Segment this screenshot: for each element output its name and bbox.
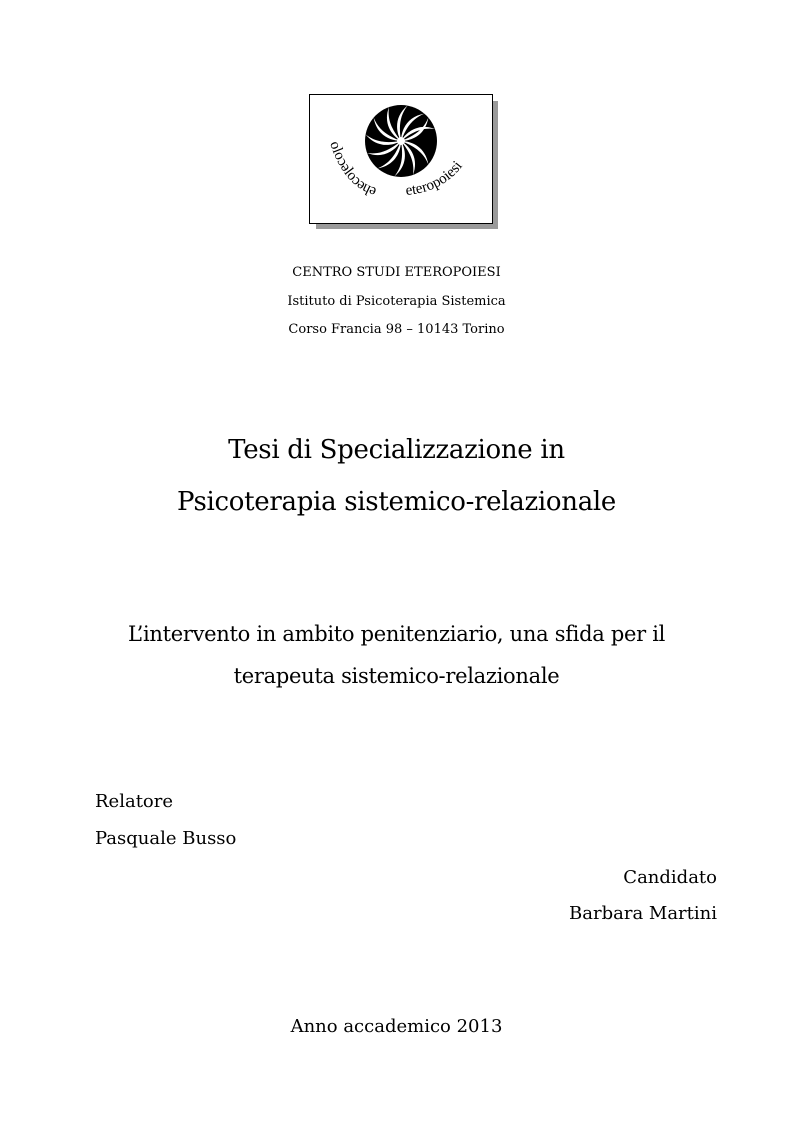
- institution-address: Corso Francia 98 – 10143 Torino: [288, 322, 505, 337]
- candidato-name: Barbara Martini: [569, 903, 717, 924]
- institution-logo: [309, 94, 493, 224]
- thesis-title-line2: terapeuta sistemico-relazionale: [233, 664, 560, 688]
- logo-text-right: eteropoiesi: [404, 158, 466, 200]
- logo-box: [309, 94, 493, 224]
- academic-year: Anno accademico 2013: [290, 1016, 503, 1037]
- thesis-type-line2: Psicoterapia sistemico-relazionale: [176, 487, 616, 517]
- relatore-name: Pasquale Busso: [95, 828, 237, 849]
- relatore-label: Relatore: [95, 791, 174, 812]
- institution-subtitle: Istituto di Psicoterapia Sistemica: [287, 294, 506, 309]
- thesis-type-line1: Tesi di Specializzazione in: [228, 435, 565, 465]
- institution-name: CENTRO STUDI ETEROPOIESI: [292, 265, 501, 280]
- spiral-logo-icon: [310, 95, 492, 223]
- logo-text-left: oloɔəloɔəɥə: [326, 139, 379, 199]
- thesis-title-line1: L’intervento in ambito penitenziario, una sfida per il: [127, 622, 666, 646]
- candidato-label: Candidato: [623, 867, 717, 888]
